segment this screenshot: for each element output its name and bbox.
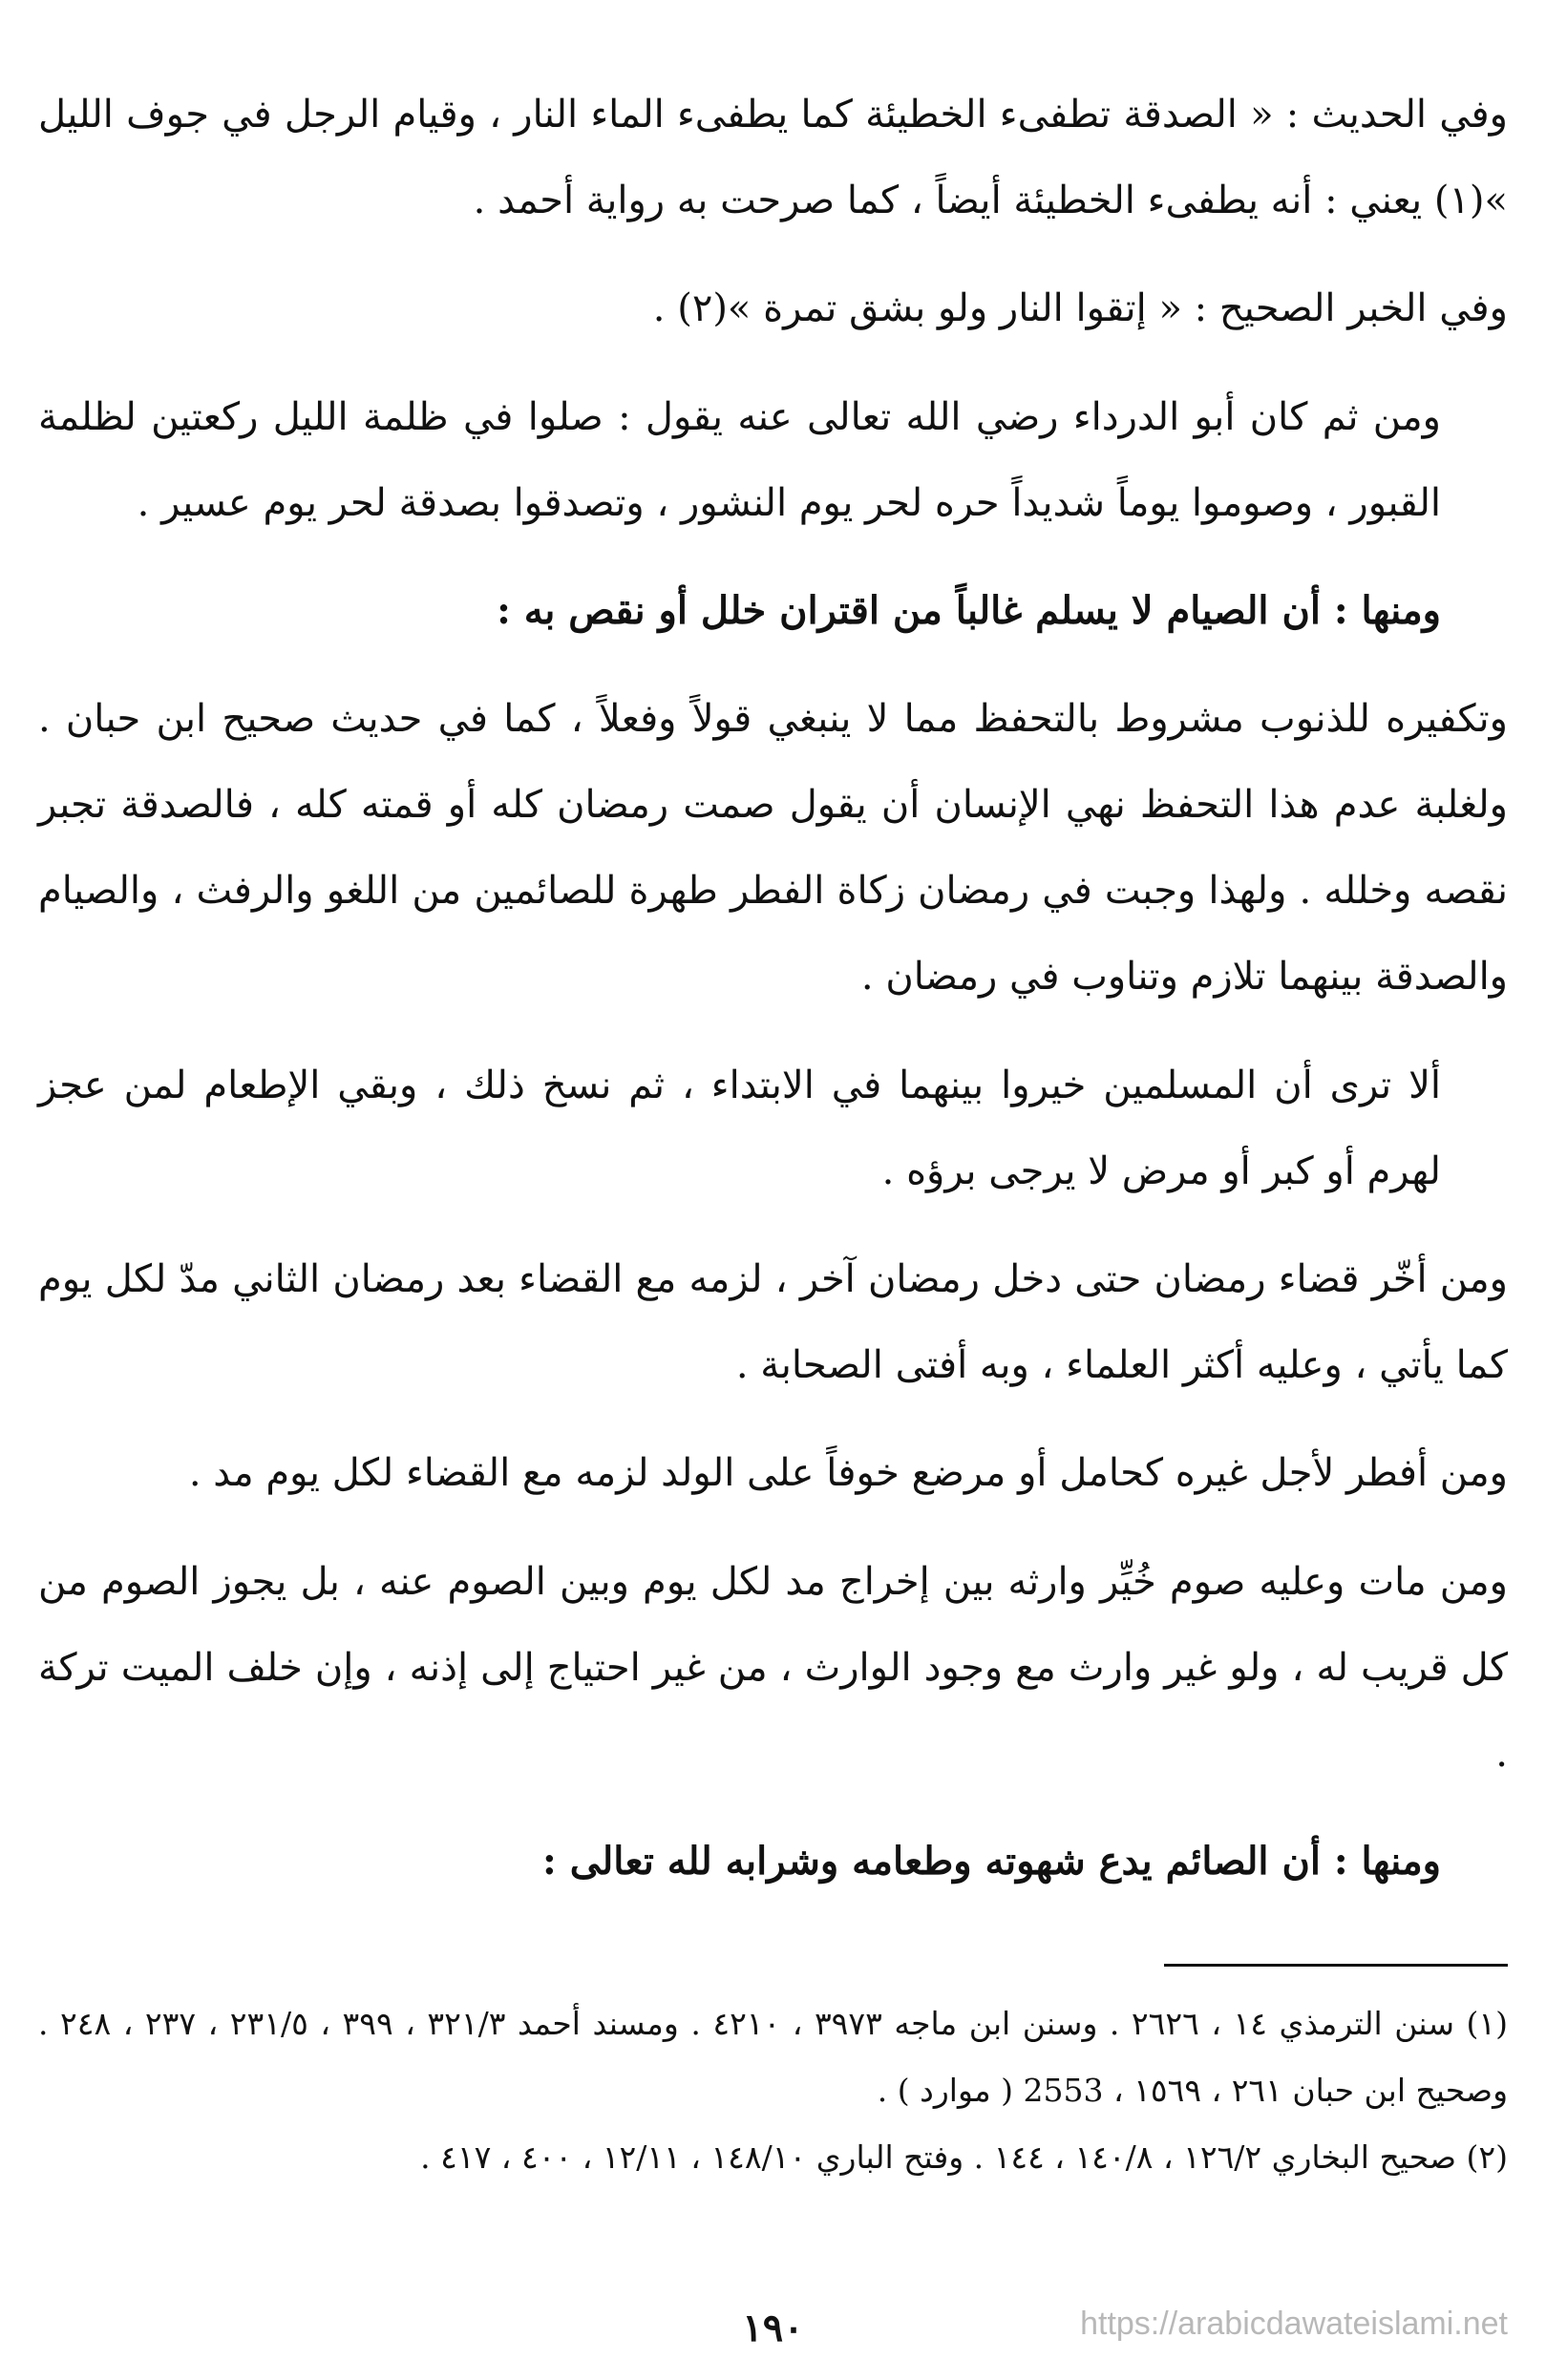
watermark-url: https://arabicdawateislami.net — [1080, 2306, 1508, 2342]
footnote-divider — [1164, 1964, 1508, 1967]
paragraph-deceased: ومن مات وعليه صوم خُيِّر وارثه بين إخراج مد لكل يوم وبين الصوم عنه ، بل يجوز الصوم من كل قريب له ، ولو غير وارث مع وجود الوارث ، من غير احتياج إلى إذنه ، وإن خلف الميت تركة . — [38, 1559, 1508, 1776]
paragraph-pregnant-nursing: ومن أفطر لأجل غيره كحامل أو مرضع خوفاً على الولد لزمه مع القضاء لكل يوم مد . — [188, 1451, 1508, 1496]
main-text — [38, 72, 1508, 1905]
paragraph-choice: ألا ترى أن المسلمين خيروا بينهما في الابتداء ، ثم نسخ ذلك ، وبقي الإطعام لمن عجز لهرم أو كبر أو مرض لا يرجى برؤه . — [38, 1063, 1441, 1193]
paragraph-sahih-report: وفي الخبر الصحيح : « إتقوا النار ولو بشق تمرة »(٢) . — [652, 286, 1508, 331]
paragraph-abu-darda: ومن ثم كان أبو الدرداء رضي الله تعالى عنه يقول : صلوا في ظلمة الليل ركعتين لظلمة القبور ، وصوموا يوماً شديداً حره لحر يوم النشور ، وتصدقوا بصدقة لحر يوم عسير . — [38, 394, 1441, 525]
footnote-1: (١) سنن الترمذي ١٤ ، ٢٦٢٦ . وسنن ابن ماجه ٣٩٧٣ ، ٤٢١٠ . ومسند أحمد ٣٢١/٣ ، ٣٩٩ ، ٢٣١/٥ ، ٢٣٧ ، ٢٤٨ . وصحيح ابن حبان ٢٦١ ، ١٥٦٩ ، 2553 ( موارد ) . — [38, 2005, 1508, 2109]
paragraph-hadith-charity: وفي الحديث : « الصدقة تطفىء الخطيئة كما يطفىء الماء النار ، وقيام الرجل في جوف الليل »(١) يعني : أنه يطفىء الخطيئة أيضاً ، كما صرحت به رواية أحمد . — [38, 93, 1508, 222]
paragraph-expiation: وتكفيره للذنوب مشروط بالتحفظ مما لا ينبغي قولاً وفعلاً ، كما في حديث صحيح ابن حبان . ولغلبة عدم هذا التحفظ نهي الإنسان أن يقول صمت رمضان كله أو قمته كله ، فالصدقة تجبر نقصه وخلله . ولهذا وجبت في رمضان زكاة الفطر طهرة للصائمين من اللغو والرفث ، والصيام والصدقة بينهما تلازم وتناوب في رمضان . — [38, 697, 1508, 1000]
footnote-2: (٢) صحيح البخاري ١٢٦/٢ ، ١٤٠/٨ ، ١٤٤ . وفتح الباري ١٤٨/١٠ ، ١٢/١١ ، ٤٠٠ ، ٤١٧ . — [420, 2138, 1508, 2176]
page — [38, 72, 1508, 2380]
heading-fasting-defect: ومنها : أن الصيام لا يسلم غالباً من اقتران خلل أو نقص به : — [497, 587, 1441, 633]
paragraph-delayed-qada: ومن أخّر قضاء رمضان حتى دخل رمضان آخر ، لزمه مع القضاء بعد رمضان الثاني مدّ لكل يوم كما يأتي ، وعليه أكثر العلماء ، وبه أفتى الصحابة . — [38, 1256, 1508, 1387]
footnotes — [38, 1990, 1508, 2191]
heading-fasting-desires: ومنها : أن الصائم يدع شهوته وطعامه وشرابه لله تعالى : — [542, 1838, 1441, 1884]
page-number: ١٩٠ — [742, 2306, 804, 2350]
